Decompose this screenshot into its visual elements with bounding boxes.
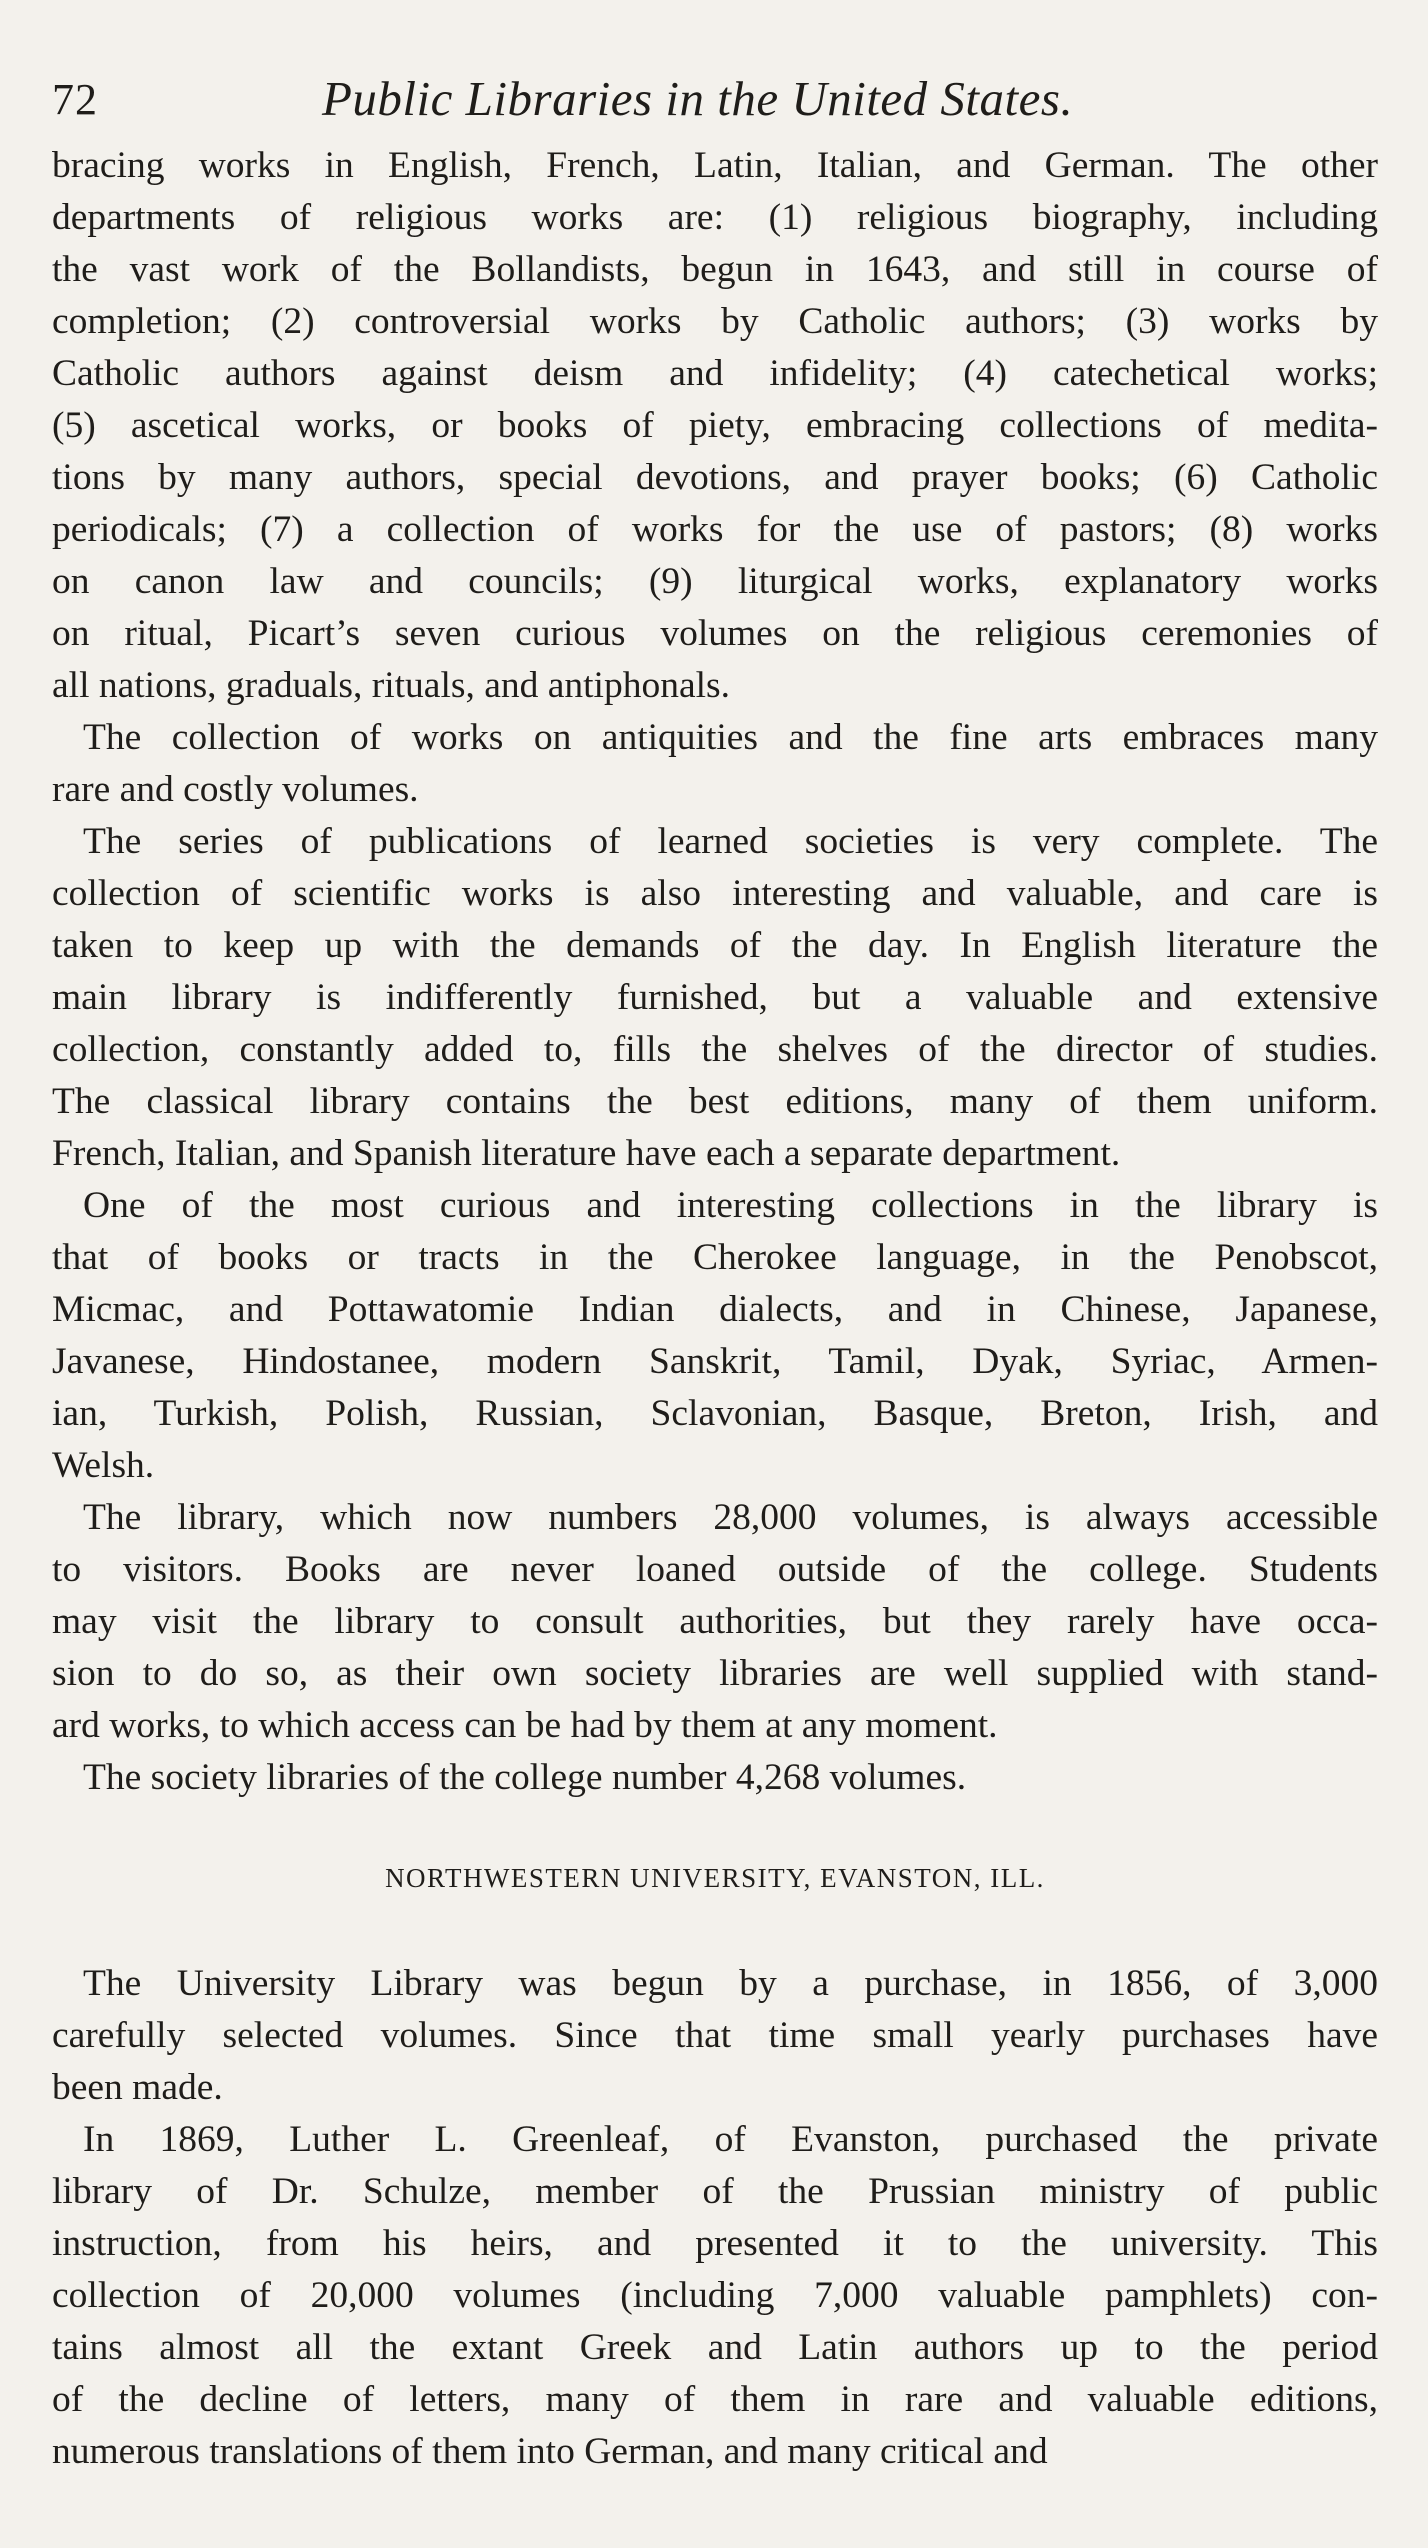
text-line: sion to do so, as their own society libraries are well supplied with stand- [52, 1653, 1378, 1694]
running-title: Public Libraries in the United States. [322, 71, 1074, 126]
text-line: carefully selected volumes. Since that time small yearly purchases have [52, 2015, 1378, 2056]
text-line: numerous translations of them into German, and many critical and [52, 2431, 1048, 2472]
text-line: collection, constantly added to, fills the shelves of the director of studies. [52, 1029, 1378, 1070]
paragraph [52, 1492, 1378, 1752]
text-line: Catholic authors against deism and infidelity; (4) catechetical works; [52, 353, 1378, 394]
text-line: the vast work of the Bollandists, begun in 1643, and still in course of [52, 249, 1378, 290]
text-line: Micmac, and Pottawatomie Indian dialects, and in Chinese, Japanese, [52, 1289, 1378, 1330]
paragraph [52, 1958, 1378, 2114]
text-line: collection of 20,000 volumes (including 7,000 valuable pamphlets) con- [52, 2275, 1378, 2316]
text-line: bracing works in English, French, Latin, Italian, and German. The other [52, 145, 1378, 186]
text-line: periodicals; (7) a collection of works for the use of pastors; (8) works [52, 509, 1378, 550]
text-line: collection of scientific works is also interesting and valuable, and care is [52, 873, 1378, 914]
body-text [52, 140, 1378, 1804]
text-line: of the decline of letters, many of them in rare and valuable editions, [52, 2379, 1378, 2420]
text-line: departments of religious works are: (1) religious biography, including [52, 197, 1378, 238]
text-line: In 1869, Luther L. Greenleaf, of Evanston, purchased the private [83, 2119, 1378, 2160]
book-page [52, 58, 1378, 2478]
paragraph [52, 816, 1378, 1180]
paragraph [52, 1180, 1378, 1492]
text-line: The society libraries of the college number 4,268 volumes. [83, 1757, 967, 1798]
page-number: 72 [52, 75, 98, 124]
text-line: all nations, graduals, rituals, and antiphonals. [52, 665, 730, 706]
text-line: that of books or tracts in the Cherokee language, in the Penobscot, [52, 1237, 1378, 1278]
text-line: taken to keep up with the demands of the day. In English literature the [52, 925, 1378, 966]
text-line: The classical library contains the best editions, many of them uniform. [52, 1081, 1378, 1122]
paragraph [52, 2114, 1378, 2478]
running-head [52, 58, 1378, 140]
text-line: Javanese, Hindostanee, modern Sanskrit, Tamil, Dyak, Syriac, Armen- [52, 1341, 1378, 1382]
text-line: on canon law and councils; (9) liturgical works, explanatory works [52, 561, 1378, 602]
text-line: been made. [52, 2067, 223, 2108]
paragraph [52, 712, 1378, 816]
paragraph [52, 1752, 1378, 1804]
text-line: instruction, from his heirs, and presented it to the university. This [52, 2223, 1378, 2264]
text-line: tions by many authors, special devotions, and prayer books; (6) Catholic [52, 457, 1378, 498]
text-line: to visitors. Books are never loaned outside of the college. Students [52, 1549, 1378, 1590]
text-line: library of Dr. Schulze, member of the Prussian ministry of public [52, 2171, 1378, 2212]
paragraph [52, 140, 1378, 712]
text-line: ian, Turkish, Polish, Russian, Sclavonian, Basque, Breton, Irish, and [52, 1393, 1378, 1434]
text-line: The series of publications of learned societies is very complete. The [83, 821, 1378, 862]
text-line: The library, which now numbers 28,000 volumes, is always accessible [83, 1497, 1378, 1538]
section-heading: NORTHWESTERN UNIVERSITY, EVANSTON, ILL. [385, 1863, 1045, 1893]
text-line: One of the most curious and interesting collections in the library is [83, 1185, 1378, 1226]
text-line: (5) ascetical works, or books of piety, embracing collections of medita- [52, 405, 1378, 446]
text-line: French, Italian, and Spanish literature have each a separate department. [52, 1133, 1121, 1174]
text-line: rare and costly volumes. [52, 769, 419, 810]
text-line: tains almost all the extant Greek and Latin authors up to the period [52, 2327, 1378, 2368]
text-line: main library is indifferently furnished, but a valuable and extensive [52, 977, 1378, 1018]
text-line: The collection of works on antiquities and the fine arts embraces many [83, 717, 1378, 758]
text-line: on ritual, Picart’s seven curious volumes on the religious ceremonies of [52, 613, 1378, 654]
text-line: Welsh. [52, 1445, 155, 1486]
text-line: The University Library was begun by a purchase, in 1856, of 3,000 [83, 1963, 1378, 2004]
text-line: may visit the library to consult authorities, but they rarely have occa- [52, 1601, 1378, 1642]
section-body-text [52, 1958, 1378, 2478]
text-line: ard works, to which access can be had by them at any moment. [52, 1705, 998, 1746]
text-line: completion; (2) controversial works by Catholic authors; (3) works by [52, 301, 1378, 342]
